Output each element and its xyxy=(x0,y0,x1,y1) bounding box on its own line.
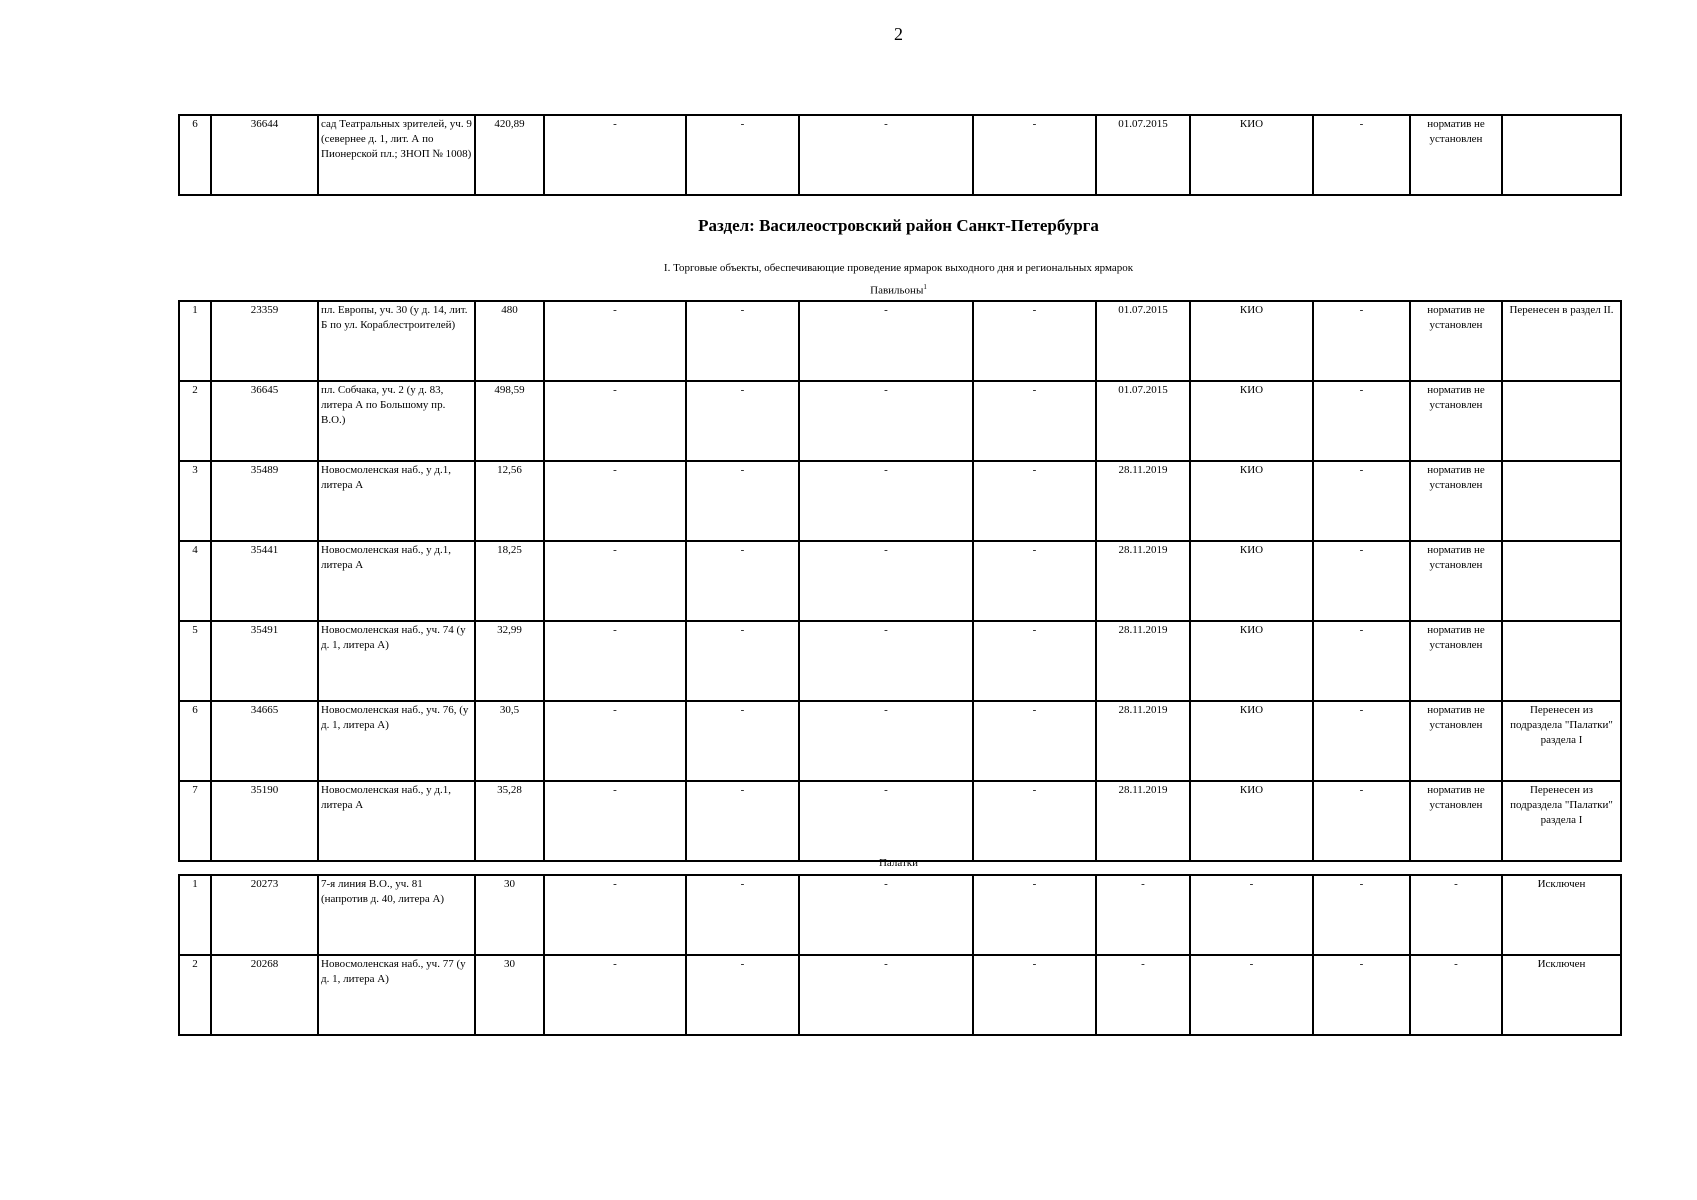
cell-area: 480 xyxy=(475,301,544,381)
cell-object-id: 35489 xyxy=(211,461,318,541)
cell-object-id: 20273 xyxy=(211,875,318,955)
cell-object-id: 35441 xyxy=(211,541,318,621)
cell-col8: - xyxy=(973,301,1096,381)
cell-norm: норматив не установлен xyxy=(1410,781,1502,861)
cell-organization: КИО xyxy=(1190,115,1313,195)
cell-col6: - xyxy=(686,541,799,621)
cell-organization: КИО xyxy=(1190,621,1313,701)
cell-col11: - xyxy=(1313,115,1410,195)
cell-norm: норматив не установлен xyxy=(1410,301,1502,381)
cell-norm: норматив не установлен xyxy=(1410,115,1502,195)
cell-address: Новосмоленская наб., у д.1, литера А xyxy=(318,461,475,541)
cell-date: 28.11.2019 xyxy=(1096,701,1190,781)
cell-date: 28.11.2019 xyxy=(1096,621,1190,701)
cell-col6: - xyxy=(686,955,799,1035)
table-row xyxy=(179,115,1621,195)
cell-area: 30,5 xyxy=(475,701,544,781)
cell-col5: - xyxy=(544,701,686,781)
cell-note: Исключен xyxy=(1502,955,1621,1035)
cell-col11: - xyxy=(1313,875,1410,955)
cell-date: 01.07.2015 xyxy=(1096,381,1190,461)
cell-area: 498,59 xyxy=(475,381,544,461)
cell-col11: - xyxy=(1313,381,1410,461)
cell-organization: - xyxy=(1190,875,1313,955)
cell-col5: - xyxy=(544,461,686,541)
cell-address: Новосмоленская наб., у д.1, литера А xyxy=(318,781,475,861)
cell-note xyxy=(1502,621,1621,701)
table-row xyxy=(179,875,1621,955)
cell-col5: - xyxy=(544,955,686,1035)
cell-norm: - xyxy=(1410,875,1502,955)
cell-col11: - xyxy=(1313,301,1410,381)
cell-norm: норматив не установлен xyxy=(1410,701,1502,781)
cell-col5: - xyxy=(544,875,686,955)
cell-address: Новосмоленская наб., уч. 77 (у д. 1, литера А) xyxy=(318,955,475,1035)
cell-organization: КИО xyxy=(1190,781,1313,861)
cell-col6: - xyxy=(686,621,799,701)
caption-pavilions-text: Павильоны xyxy=(870,284,924,297)
cell-note: Перенесен из подраздела "Палатки" раздела I xyxy=(1502,701,1621,781)
table-pavilions xyxy=(178,300,1622,862)
table-tents xyxy=(178,874,1622,1036)
cell-col7: - xyxy=(799,115,973,195)
cell-number: 2 xyxy=(179,381,211,461)
cell-area: 18,25 xyxy=(475,541,544,621)
cell-organization: - xyxy=(1190,955,1313,1035)
cell-date: 01.07.2015 xyxy=(1096,301,1190,381)
cell-date: 28.11.2019 xyxy=(1096,781,1190,861)
cell-note xyxy=(1502,381,1621,461)
cell-area: 32,99 xyxy=(475,621,544,701)
cell-address: пл. Европы, уч. 30 (у д. 14, лит. Б по ул. Кораблестроителей) xyxy=(318,301,475,381)
table-row xyxy=(179,381,1621,461)
cell-date: - xyxy=(1096,955,1190,1035)
cell-col6: - xyxy=(686,701,799,781)
cell-col11: - xyxy=(1313,701,1410,781)
cell-note: Перенесен в раздел II. xyxy=(1502,301,1621,381)
table-row xyxy=(179,621,1621,701)
cell-note xyxy=(1502,461,1621,541)
cell-col8: - xyxy=(973,621,1096,701)
cell-address: Новосмоленская наб., уч. 76, (у д. 1, литера А) xyxy=(318,701,475,781)
cell-col5: - xyxy=(544,621,686,701)
cell-note xyxy=(1502,541,1621,621)
cell-col11: - xyxy=(1313,461,1410,541)
cell-organization: КИО xyxy=(1190,301,1313,381)
table-previous-section xyxy=(178,114,1622,196)
cell-object-id: 36644 xyxy=(211,115,318,195)
cell-col6: - xyxy=(686,461,799,541)
cell-object-id: 36645 xyxy=(211,381,318,461)
cell-col11: - xyxy=(1313,621,1410,701)
caption-tents: Палатки xyxy=(878,857,919,869)
cell-date: 28.11.2019 xyxy=(1096,461,1190,541)
cell-object-id: 20268 xyxy=(211,955,318,1035)
cell-col8: - xyxy=(973,541,1096,621)
cell-col11: - xyxy=(1313,955,1410,1035)
cell-col5: - xyxy=(544,781,686,861)
cell-norm: норматив не установлен xyxy=(1410,621,1502,701)
subsection-title: I. Торговые объекты, обеспечивающие проведение ярмарок выходного дня и региональных ярмарок xyxy=(663,262,1134,274)
cell-col7: - xyxy=(799,621,973,701)
cell-number: 1 xyxy=(179,875,211,955)
cell-col8: - xyxy=(973,461,1096,541)
cell-object-id: 35190 xyxy=(211,781,318,861)
cell-col6: - xyxy=(686,301,799,381)
cell-col8: - xyxy=(973,115,1096,195)
cell-number: 7 xyxy=(179,781,211,861)
cell-col7: - xyxy=(799,955,973,1035)
cell-col7: - xyxy=(799,461,973,541)
cell-col8: - xyxy=(973,955,1096,1035)
cell-col6: - xyxy=(686,115,799,195)
cell-number: 4 xyxy=(179,541,211,621)
cell-object-id: 35491 xyxy=(211,621,318,701)
cell-number: 6 xyxy=(179,701,211,781)
cell-number: 1 xyxy=(179,301,211,381)
cell-area: 30 xyxy=(475,875,544,955)
cell-col7: - xyxy=(799,701,973,781)
page-number: 2 xyxy=(894,24,903,44)
caption-pavilions xyxy=(0,283,1697,297)
cell-date: - xyxy=(1096,875,1190,955)
cell-number: 3 xyxy=(179,461,211,541)
table-row xyxy=(179,541,1621,621)
table-row xyxy=(179,701,1621,781)
cell-col11: - xyxy=(1313,541,1410,621)
cell-address: сад Театральных зрителей, уч. 9 (севернее д. 1, лит. А по Пионерской пл.; ЗНОП № 1008) xyxy=(318,115,475,195)
cell-object-id: 23359 xyxy=(211,301,318,381)
cell-col5: - xyxy=(544,301,686,381)
cell-norm: - xyxy=(1410,955,1502,1035)
cell-col5: - xyxy=(544,381,686,461)
footnote-mark: 1 xyxy=(923,283,927,291)
cell-address: пл. Собчака, уч. 2 (у д. 83, литера А по Большому пр. В.О.) xyxy=(318,381,475,461)
cell-area: 12,56 xyxy=(475,461,544,541)
cell-organization: КИО xyxy=(1190,381,1313,461)
cell-norm: норматив не установлен xyxy=(1410,381,1502,461)
cell-address: Новосмоленская наб., у д.1, литера А xyxy=(318,541,475,621)
cell-note xyxy=(1502,115,1621,195)
cell-date: 28.11.2019 xyxy=(1096,541,1190,621)
cell-col8: - xyxy=(973,875,1096,955)
section-title: Раздел: Василеостровский район Санкт-Петербурга xyxy=(698,216,1099,235)
cell-col7: - xyxy=(799,301,973,381)
cell-col6: - xyxy=(686,875,799,955)
cell-number: 5 xyxy=(179,621,211,701)
cell-col11: - xyxy=(1313,781,1410,861)
cell-area: 420,89 xyxy=(475,115,544,195)
cell-organization: КИО xyxy=(1190,541,1313,621)
cell-organization: КИО xyxy=(1190,461,1313,541)
cell-col7: - xyxy=(799,381,973,461)
table-row xyxy=(179,301,1621,381)
cell-col7: - xyxy=(799,541,973,621)
table-row xyxy=(179,781,1621,861)
cell-norm: норматив не установлен xyxy=(1410,461,1502,541)
cell-col5: - xyxy=(544,541,686,621)
cell-col6: - xyxy=(686,781,799,861)
cell-number: 6 xyxy=(179,115,211,195)
cell-object-id: 34665 xyxy=(211,701,318,781)
cell-number: 2 xyxy=(179,955,211,1035)
cell-col5: - xyxy=(544,115,686,195)
cell-col8: - xyxy=(973,381,1096,461)
cell-area: 30 xyxy=(475,955,544,1035)
cell-area: 35,28 xyxy=(475,781,544,861)
cell-address: Новосмоленская наб., уч. 74 (у д. 1, литера А) xyxy=(318,621,475,701)
cell-col6: - xyxy=(686,381,799,461)
cell-note: Перенесен из подраздела "Палатки" раздела I xyxy=(1502,781,1621,861)
cell-col7: - xyxy=(799,781,973,861)
cell-date: 01.07.2015 xyxy=(1096,115,1190,195)
cell-norm: норматив не установлен xyxy=(1410,541,1502,621)
cell-note: Исключен xyxy=(1502,875,1621,955)
table-row xyxy=(179,461,1621,541)
table-row xyxy=(179,955,1621,1035)
cell-organization: КИО xyxy=(1190,701,1313,781)
cell-col8: - xyxy=(973,781,1096,861)
cell-col8: - xyxy=(973,701,1096,781)
cell-col7: - xyxy=(799,875,973,955)
cell-address: 7-я линия В.О., уч. 81 (напротив д. 40, литера А) xyxy=(318,875,475,955)
